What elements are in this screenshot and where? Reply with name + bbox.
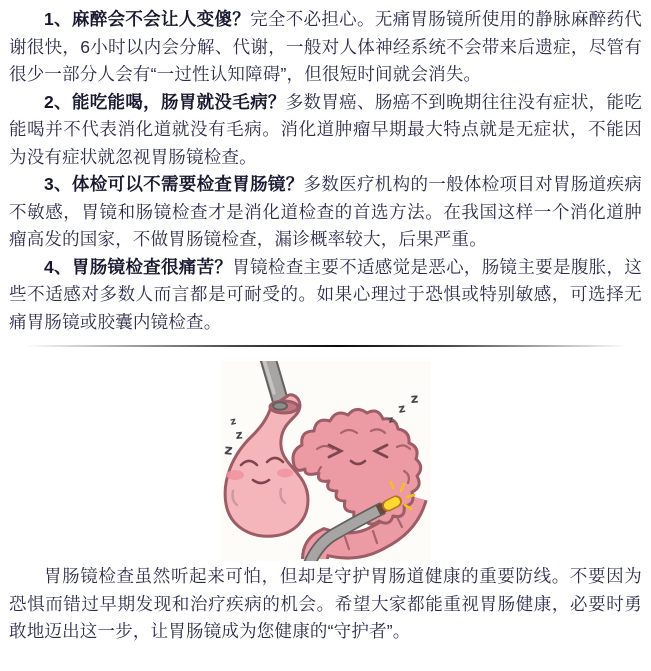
svg-text:z: z <box>228 415 237 428</box>
faq-answer-2: 多数胃癌、肠癌不到晚期往往没有症状，能吃能喝并不代表消化道就没有毛病。消化道肿瘤早期最大特点就是无症状，不能因为没有症状就忽视胃肠镜检查。 <box>9 91 642 167</box>
faq-paragraph-3 <box>9 171 642 254</box>
svg-text:z: z <box>386 414 395 426</box>
faq-paragraph-1 <box>9 6 642 89</box>
intestine-cartoon <box>293 409 421 524</box>
faq-question-2: 2、能吃能喝，肠胃就没毛病？ <box>44 91 286 112</box>
svg-text:z: z <box>223 442 233 459</box>
faq-answer-4: 胃镜检查主要不适感觉是恶心，肠镜主要是腹胀，这些不适感对多数人而言都是可耐受的。如果心理过于恐惧或特别敏感，可选择无痛胃肠镜或胶囊内镜检查。 <box>9 256 642 332</box>
scope-light-icon <box>388 502 395 506</box>
faq-answer-3: 多数医疗机构的一般体检项目对胃肠道疾病不敏感，胃镜和肠镜检查才是消化道检查的首选方法。在我国这样一个消化道肿瘤高发的国家，不做胃肠镜检查，漏诊概率较大，后果严重。 <box>9 174 642 249</box>
stomach-blush-left <box>226 470 244 480</box>
faq-question-3: 3、体检可以不需要检查胃肠镜？ <box>44 174 304 194</box>
horizontal-divider <box>24 345 627 347</box>
illustration-svg <box>221 361 431 561</box>
faq-question-4: 4、胃肠镜检查很痛苦？ <box>44 256 233 277</box>
svg-text:z: z <box>396 400 406 416</box>
stomach-intestine-illustration <box>221 361 431 561</box>
gastroscope-tube-icon <box>263 361 281 403</box>
stomach-blush-right <box>277 469 293 478</box>
faq-answer-1: 完全不必担心。无痛胃肠镜所使用的静脉麻醉药代谢很快，6小时以内会分解、代谢，一般对人体神经系统不会带来后遗症，尽管有很少一部分人会有“一过性认知障碍”，但很短时间就会消失。 <box>9 9 642 84</box>
svg-text:z: z <box>234 427 243 442</box>
faq-question-1: 1、麻醉会不会让人变傻？ <box>44 9 251 29</box>
svg-text:z: z <box>409 391 419 407</box>
faq-paragraph-2 <box>9 89 642 172</box>
sleep-marks-right <box>387 391 419 425</box>
closing-paragraph: 胃肠镜检查虽然听起来可怕，但却是守护胃肠道健康的重要防线。不要因为恐惧而错过早期发现和治疗疾病的机会。希望大家都能重视胃肠健康，必要时勇敢地迈出这一步，让胃肠镜成为您健康的“守护者”。 <box>9 566 642 641</box>
faq-paragraph-4 <box>9 254 642 337</box>
